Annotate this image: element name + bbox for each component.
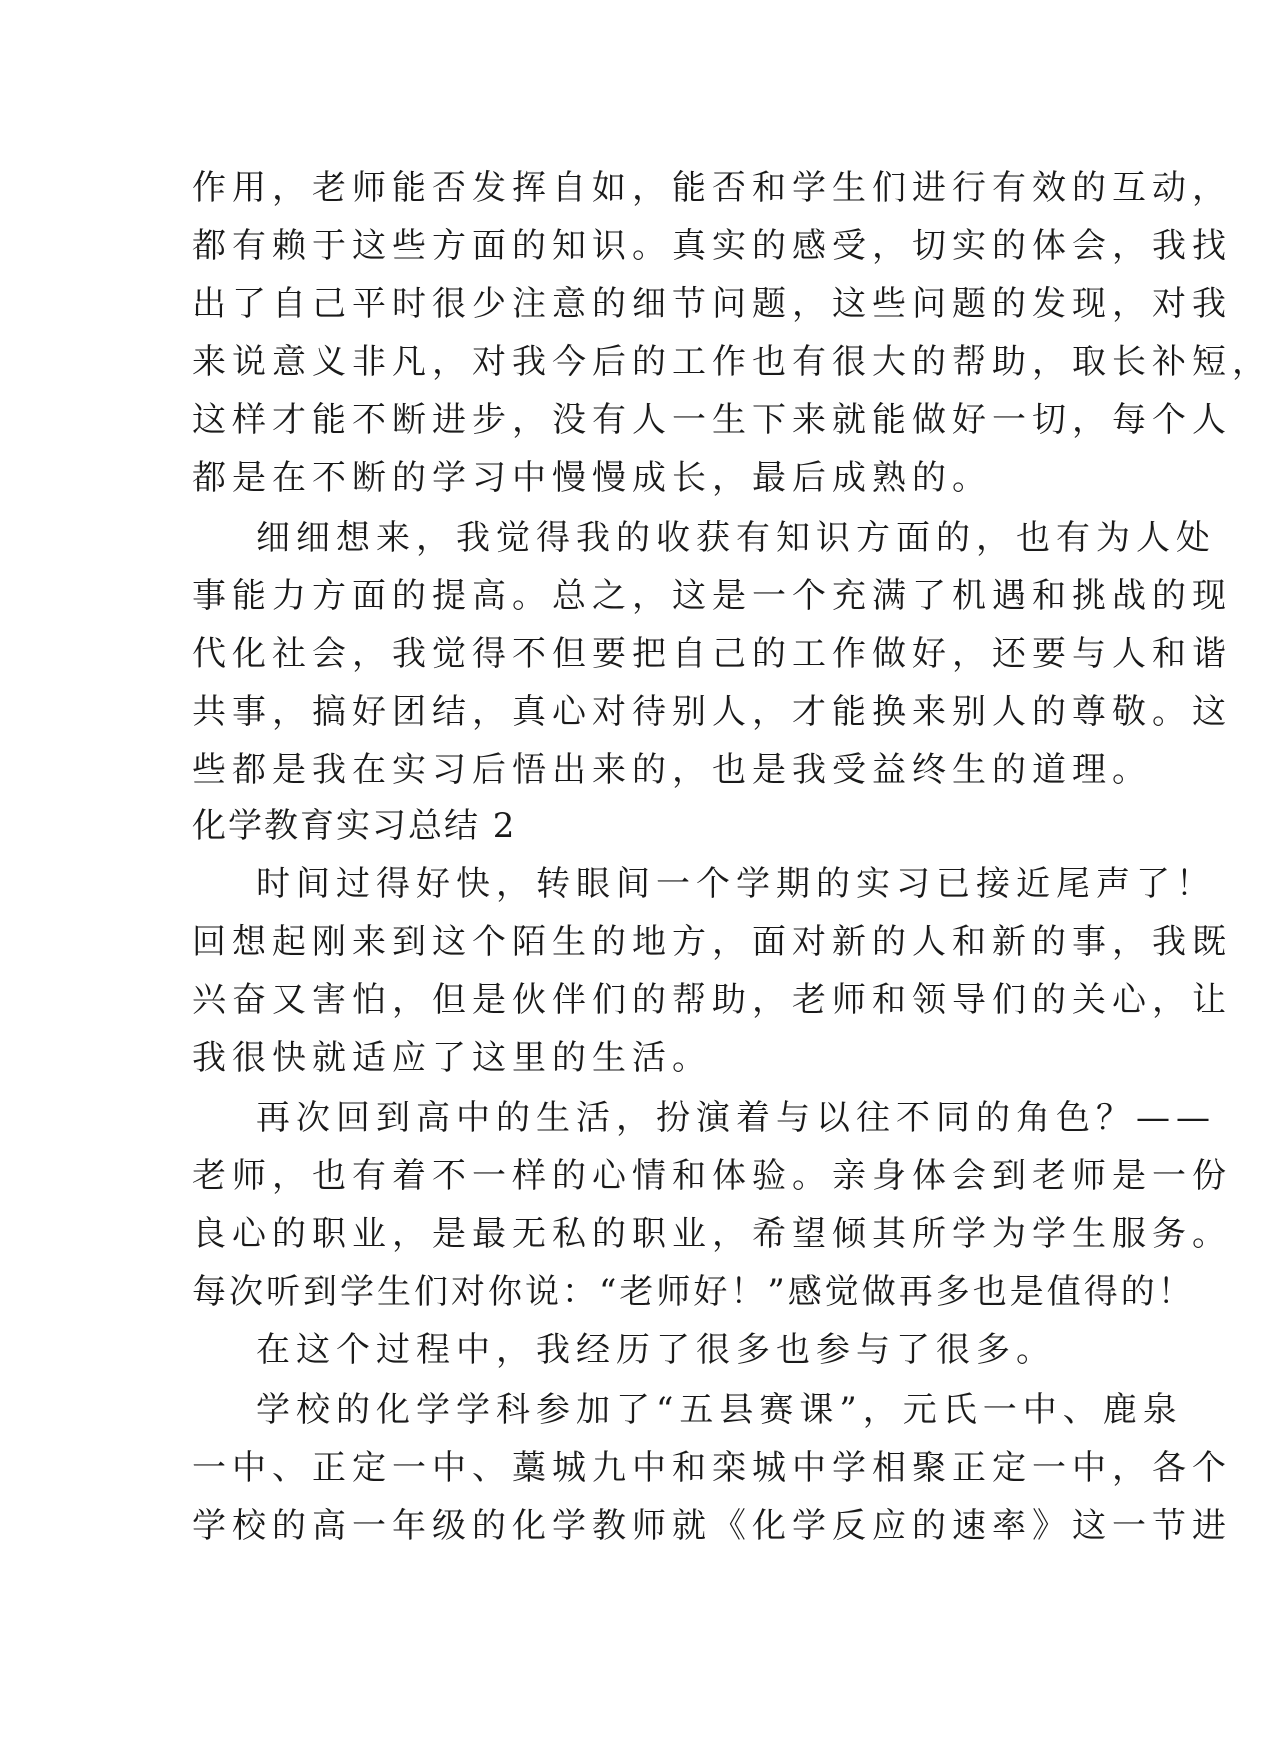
text-line: 都是在不断的学习中慢慢成长，最后成熟的。 — [192, 458, 992, 498]
paragraph-start: 再次回到高中的生活，扮演着与以往不同的角色？—— — [256, 1098, 1216, 1138]
text-line: 兴奋又害怕，但是伙伴们的帮助，老师和领导们的关心，让 — [192, 980, 1232, 1020]
text-line: 回想起刚来到这个陌生的地方，面对新的人和新的事，我既 — [192, 922, 1232, 962]
text-line: 都有赖于这些方面的知识。真实的感受，切实的体会，我找 — [192, 226, 1232, 266]
text-line: 每次听到学生们对你说：“老师好！”感觉做再多也是值得的！ — [192, 1272, 1195, 1312]
paragraph-start: 在这个过程中，我经历了很多也参与了很多。 — [256, 1330, 1056, 1370]
text-line: 一中、正定一中、藁城九中和栾城中学相聚正定一中，各个 — [192, 1448, 1232, 1488]
text-line: 学校的高一年级的化学教师就《化学反应的速率》这一节进 — [192, 1506, 1232, 1546]
paragraph-start: 时间过得好快，转眼间一个学期的实习已接近尾声了！ — [256, 864, 1216, 904]
text-line: 代化社会，我觉得不但要把自己的工作做好，还要与人和谐 — [192, 634, 1232, 674]
text-line: 这样才能不断进步，没有人一生下来就能做好一切，每个人 — [192, 400, 1232, 440]
section-heading: 化学教育实习总结 2 — [192, 806, 517, 846]
text-line: 事能力方面的提高。总之，这是一个充满了机遇和挑战的现 — [192, 576, 1232, 616]
text-line: 老师，也有着不一样的心情和体验。亲身体会到老师是一份 — [192, 1156, 1232, 1196]
text-line: 出了自己平时很少注意的细节问题，这些问题的发现，对我 — [192, 284, 1232, 324]
paragraph-start: 学校的化学学科参加了“五县赛课”，元氏一中、鹿泉 — [256, 1390, 1183, 1430]
text-line: 作用，老师能否发挥自如，能否和学生们进行有效的互动， — [192, 168, 1232, 208]
text-line: 些都是我在实习后悟出来的，也是我受益终生的道理。 — [192, 750, 1152, 790]
text-line: 共事，搞好团结，真心对待别人，才能换来别人的尊敬。这 — [192, 692, 1232, 732]
text-line: 我很快就适应了这里的生活。 — [192, 1038, 712, 1078]
text-line: 良心的职业，是最无私的职业，希望倾其所学为学生服务。 — [192, 1214, 1232, 1254]
text-line: 来说意义非凡，对我今后的工作也有很大的帮助，取长补短， — [192, 342, 1272, 382]
paragraph-start: 细细想来，我觉得我的收获有知识方面的，也有为人处 — [256, 518, 1216, 558]
